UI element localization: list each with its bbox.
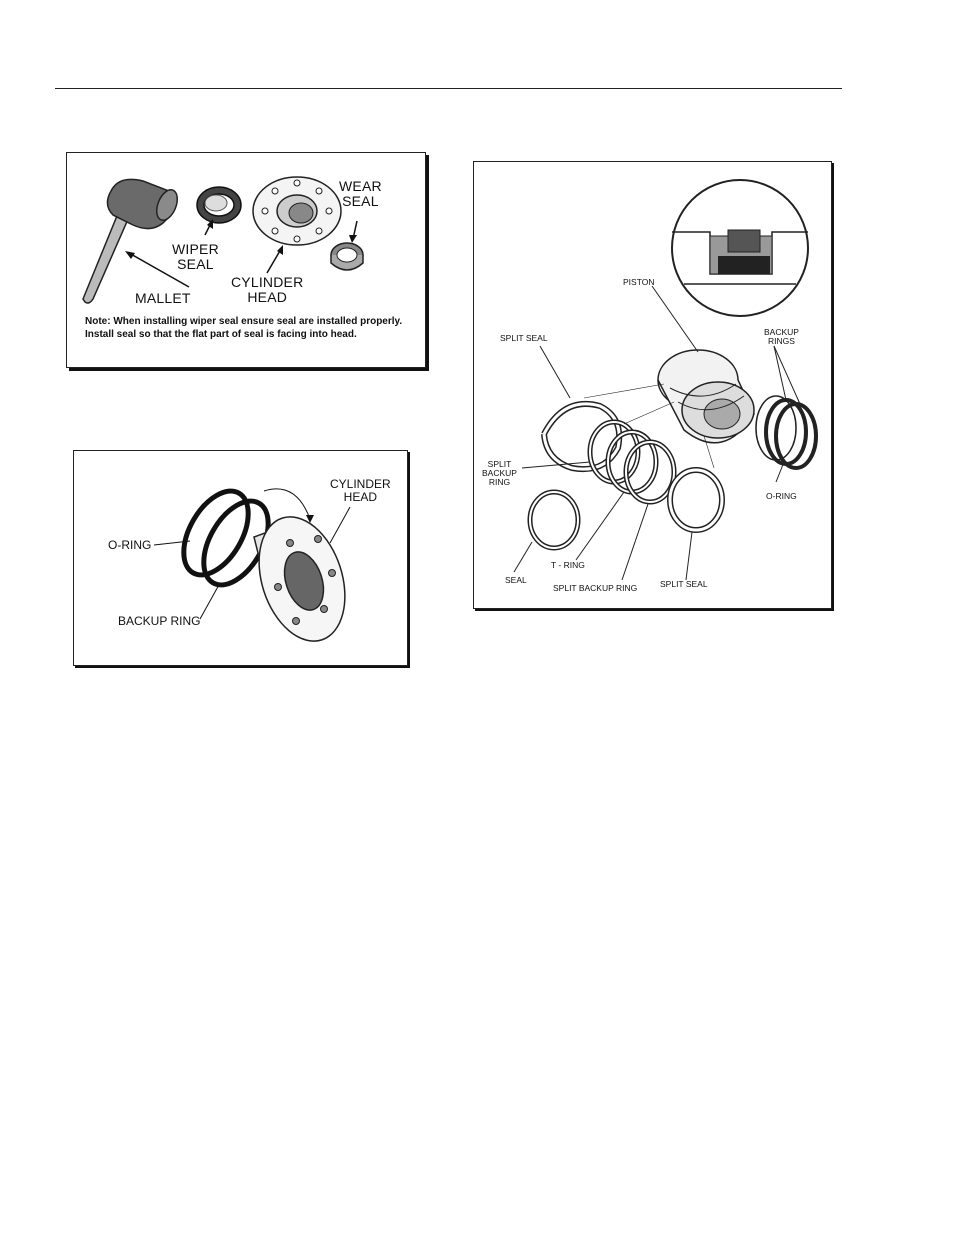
- split-backup-ring-left-label: SPLIT BACKUP RING: [482, 459, 517, 488]
- header-rule: [55, 88, 842, 89]
- seal-detail-icon: [672, 180, 808, 316]
- mallet-label: MALLET: [135, 290, 191, 306]
- cylinder-head-icon: [253, 177, 341, 245]
- split-backup-ring-bottom-label: SPLIT BACKUP RING: [553, 583, 638, 593]
- backup-ring-label: BACKUP RING: [118, 614, 201, 628]
- seal-icon: [530, 492, 578, 548]
- split-seal-bottom-icon: [670, 470, 722, 530]
- seal-label: SEAL: [505, 575, 527, 585]
- o-ring-label: O-RING: [108, 538, 152, 552]
- cylinder-head-icon: [244, 506, 360, 652]
- cylinder-head-label: CYLINDER HEAD: [231, 274, 304, 306]
- wiper-seal-icon: [197, 187, 241, 223]
- backup-rings-label: BACKUP RINGS: [764, 327, 799, 347]
- piston-seal-illustration: [474, 162, 831, 608]
- piston-seal-figure: [473, 161, 832, 609]
- wiper-seal-figure: [66, 152, 426, 368]
- wiper-seal-label: WIPER SEAL: [172, 241, 219, 273]
- backup-rings-icon: [756, 396, 816, 468]
- piston-icon: [658, 350, 754, 443]
- split-seal-bottom-label: SPLIT SEAL: [660, 579, 708, 589]
- cylinder-head-label: CYLINDER HEAD: [330, 477, 391, 504]
- t-ring-label: T - RING: [551, 560, 585, 570]
- installation-note: Note: When installing wiper seal ensure seal are installed properly. Install seal so that the flat part of seal is facing into head.: [85, 316, 403, 340]
- piston-label: PISTON: [623, 277, 655, 287]
- split-seal-top-label: SPLIT SEAL: [500, 333, 548, 343]
- o-ring-label: O-RING: [766, 491, 797, 501]
- wear-seal-icon: [331, 243, 363, 270]
- mallet-icon: [83, 179, 181, 303]
- cylinder-head-figure: [73, 450, 408, 666]
- wear-seal-label: WEAR SEAL: [339, 178, 382, 210]
